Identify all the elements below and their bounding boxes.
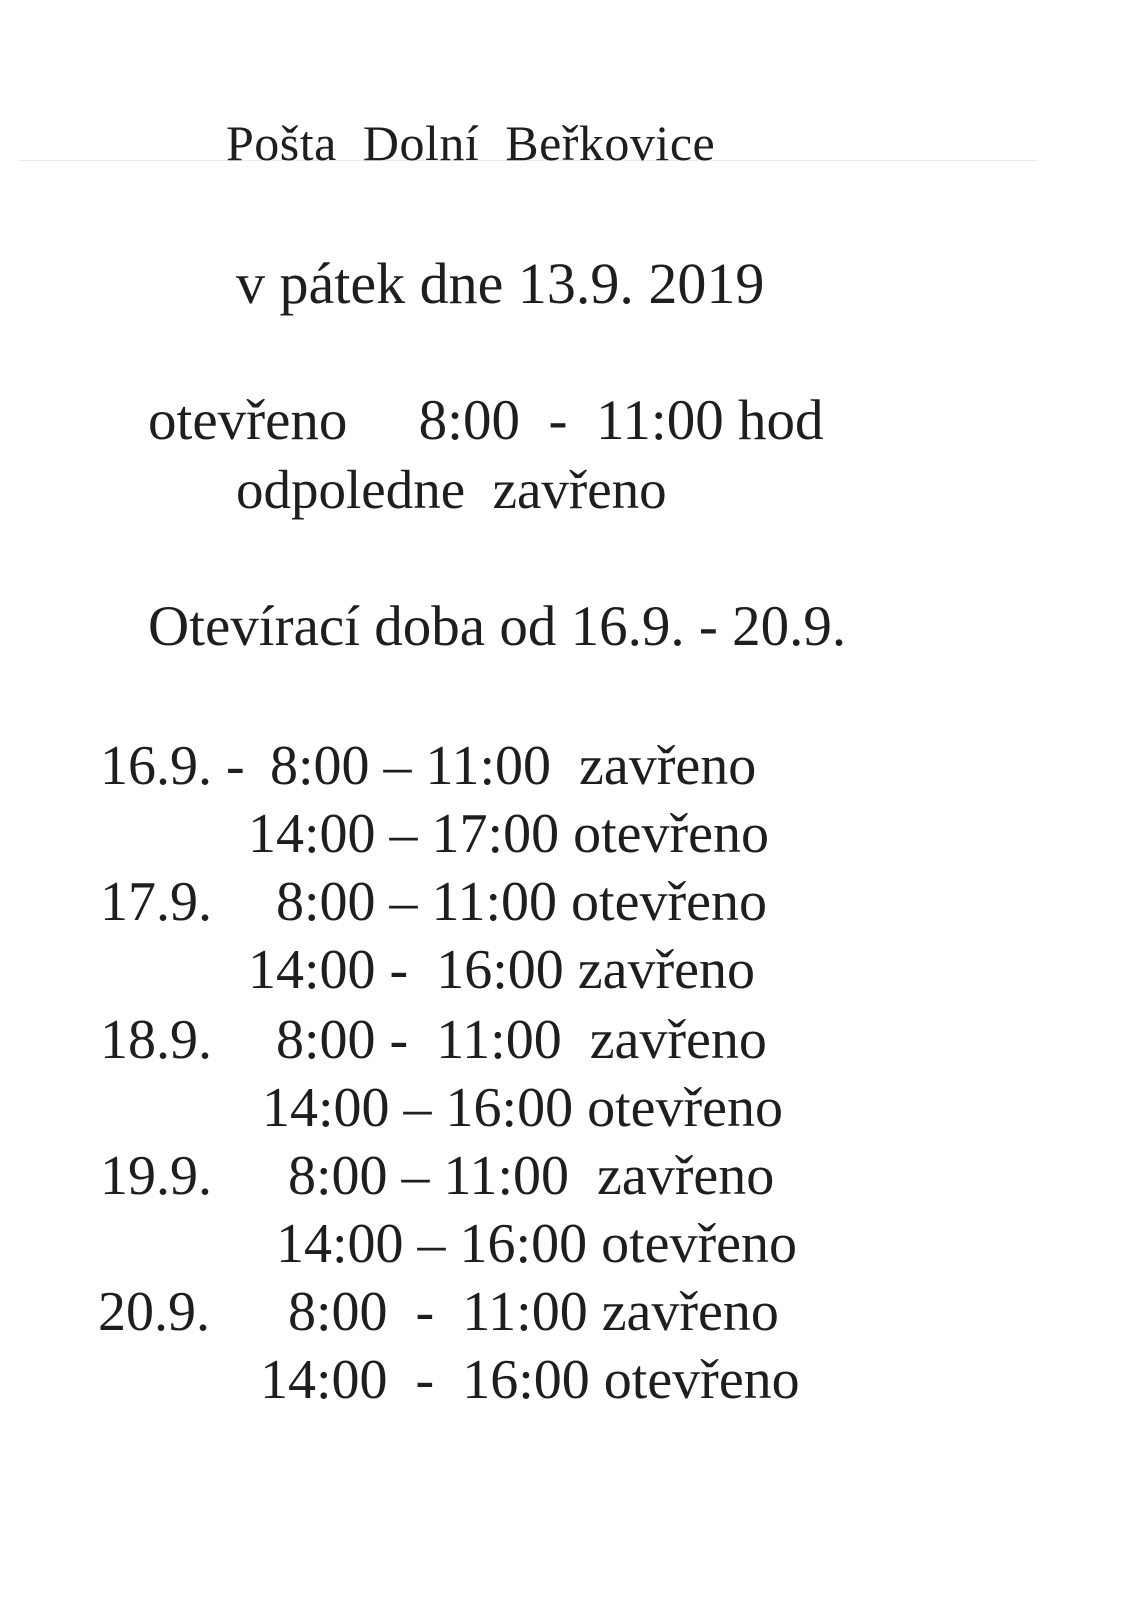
schedule-afternoon: 14:00 – 16:00 otevřeno bbox=[276, 1213, 798, 1275]
schedule-day: 18.9. bbox=[100, 1009, 212, 1071]
schedule-afternoon: 14:00 – 16:00 otevřeno bbox=[262, 1077, 784, 1139]
schedule-day: 19.9. bbox=[100, 1145, 212, 1207]
schedule-day: 20.9. bbox=[98, 1281, 210, 1343]
schedule-afternoon: 14:00 – 17:00 otevřeno bbox=[248, 803, 770, 865]
schedule-afternoon: 14:00 - 16:00 zavřeno bbox=[248, 939, 755, 1001]
schedule-morning: 8:00 – 11:00 zavřeno bbox=[288, 1145, 775, 1207]
notice-date: v pátek dne 13.9. 2019 bbox=[236, 251, 765, 316]
open-hours-line: otevřeno 8:00 - 11:00 hod bbox=[148, 389, 824, 452]
opening-hours-heading: Otevírací doba od 16.9. - 20.9. bbox=[148, 595, 847, 658]
schedule-morning: 8:00 - 11:00 zavřeno bbox=[276, 1009, 767, 1071]
schedule-morning: 8:00 - 11:00 zavřeno bbox=[288, 1281, 779, 1343]
schedule-day: 17.9. bbox=[100, 871, 212, 933]
schedule-afternoon: 14:00 - 16:00 otevřeno bbox=[260, 1349, 800, 1411]
schedule-morning: 8:00 – 11:00 otevřeno bbox=[276, 871, 767, 933]
afternoon-closed-line: odpoledne zavřeno bbox=[236, 459, 667, 520]
notice-title: Pošta Dolní Beřkovice bbox=[226, 115, 716, 171]
schedule-day: 16.9. - bbox=[100, 735, 245, 797]
schedule-morning: 8:00 – 11:00 zavřeno bbox=[270, 735, 757, 797]
